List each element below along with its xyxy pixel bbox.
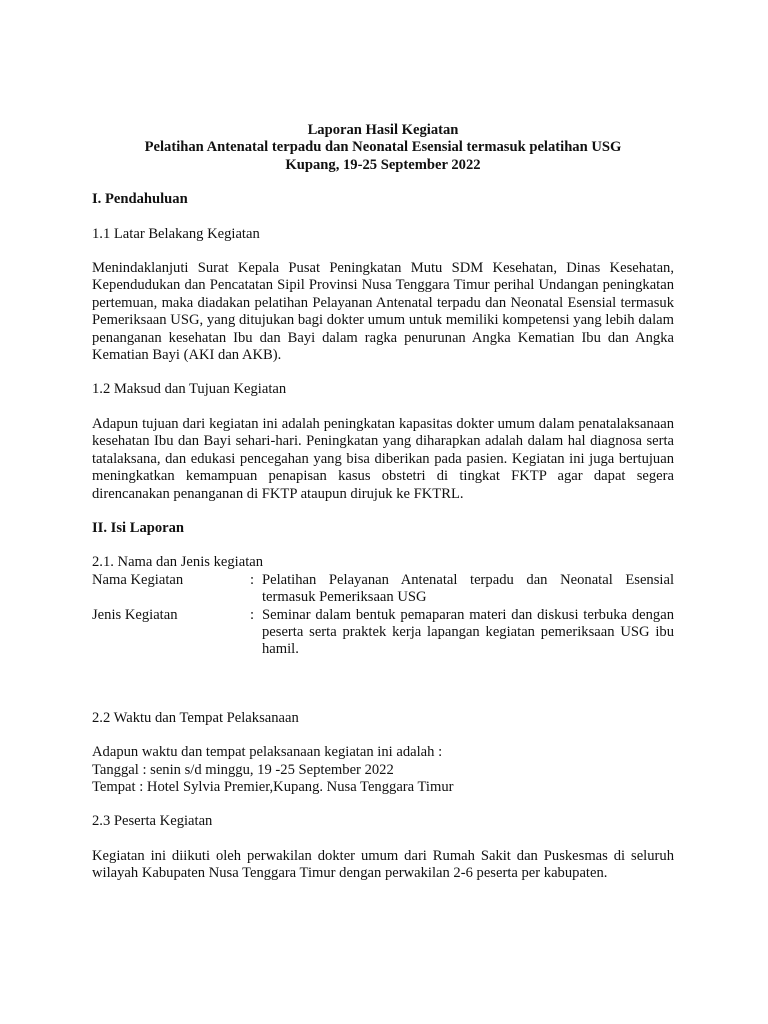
paragraph-maksud-tujuan: Adapun tujuan dari kegiatan ini adalah peningkatan kapasitas dokter umum dalam penatalaksanaan kesehatan Ibu dan Bayi sehari-hari. Peningkatan yang diharapkan adalah dalam hal diagnosa serta tatalaksana, dan edukasi pencegahan yang bisa diberikan pada pasien. Kegiatan ini juga bertujuan meningkatkan kemampuan penapisan kasus obstetri di tingkat FKTP agar dapat segera direncanakan penanganan di FKTP ataupun dirujuk ke FKTRL. (92, 415, 674, 502)
section-heading-pendahuluan: I. Pendahuluan (92, 191, 188, 208)
report-place-date: Kupang, 19-25 September 2022 (285, 156, 481, 173)
report-title: Laporan Hasil Kegiatan (307, 122, 459, 138)
paragraph-peserta: Kegiatan ini diikuti oleh perwakilan dokter umum dari Rumah Sakit dan Puskesmas di seluruh wilayah Kabupaten Nusa Tenggara Timur dengan perwakilan 2-6 peserta per kabupaten. (92, 847, 674, 882)
subsection-heading-peserta: 2.3 Peserta Kegiatan (92, 813, 213, 830)
subsection-heading-nama-jenis: 2.1. Nama dan Jenis kegiatan (92, 554, 264, 571)
document-body (92, 122, 674, 883)
waktu-tempat-place: Tempat : Hotel Sylvia Premier,Kupang. Nusa Tenggara Timur (92, 778, 454, 795)
kv-row-nama-kegiatan (92, 572, 674, 607)
waktu-tempat-date: Tanggal : senin s/d minggu, 19 -25 September 2022 (92, 761, 394, 778)
subsection-heading-maksud-tujuan: 1.2 Maksud dan Tujuan Kegiatan (92, 381, 287, 398)
paragraph-latar-belakang: Menindaklanjuti Surat Kepala Pusat Peningkatan Mutu SDM Kesehatan, Dinas Kesehatan, Kependudukan dan Pencatatan Sipil Provinsi Nusa Tenggara Timur perihal Undangan peningkatan pertemuan, maka diadakan pelatihan Pelayanan Antenatal terpadu dan Neonatal Esensial termasuk Pemeriksaan USG, yang ditujukan bagi dokter umum untuk memiliki kompetensi yang lebih dalam penanganan kesehatan Ibu dan Bayi dalam ragka penurunan Angka Kematian Ibu dan Angka Kematian Bayi (AKI dan AKB). (92, 260, 674, 364)
kv-separator: : (250, 571, 255, 588)
kv-separator: : (250, 606, 255, 623)
kv-key: Nama Kegiatan (92, 571, 184, 588)
waktu-tempat-intro: Adapun waktu dan tempat pelaksanaan kegiatan ini adalah : (92, 744, 443, 761)
kv-row-jenis-kegiatan (92, 607, 674, 659)
subsection-heading-waktu-tempat: 2.2 Waktu dan Tempat Pelaksanaan (92, 709, 299, 726)
kv-value: Pelatihan Pelayanan Antenatal terpadu dan Neonatal Esensial termasuk Pemeriksaan USG (262, 571, 674, 606)
kv-key: Jenis Kegiatan (92, 606, 178, 623)
subsection-heading-latar-belakang: 1.1 Latar Belakang Kegiatan (92, 225, 260, 242)
kv-value: Seminar dalam bentuk pemaparan materi dan diskusi terbuka dengan peserta serta praktek kerja lapangan kegiatan pemeriksaan USG ibu hamil. (262, 606, 674, 658)
section-heading-isi-laporan: II. Isi Laporan (92, 519, 185, 536)
report-subtitle: Pelatihan Antenatal terpadu dan Neonatal Esensial termasuk pelatihan USG (144, 139, 622, 156)
